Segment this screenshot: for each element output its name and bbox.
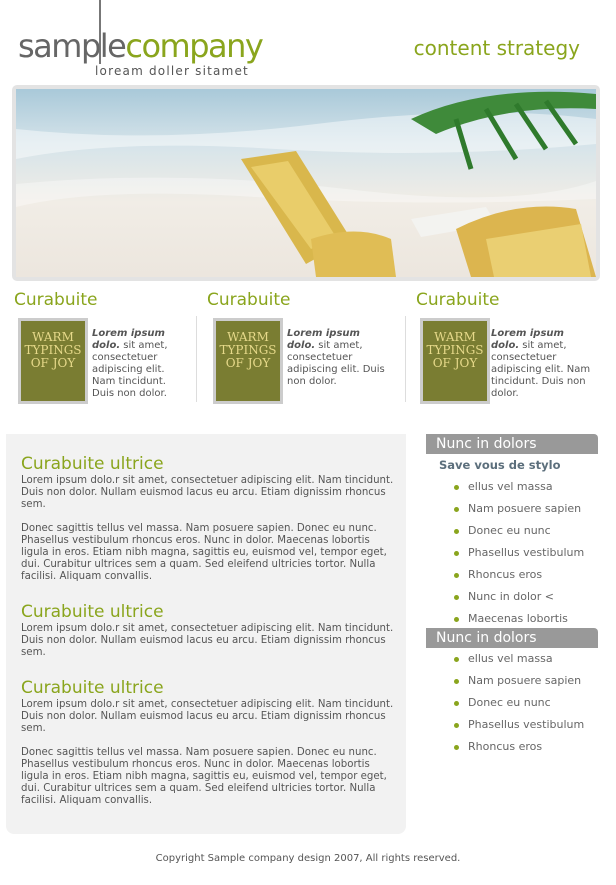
feature-column-2 — [207, 290, 392, 420]
footer-copyright: Copyright Sample company design 2007, All rights reserved. — [155, 853, 461, 864]
feature-column-3 — [416, 290, 601, 420]
section-title: Curabuite ultrice — [21, 454, 164, 474]
column-divider — [196, 316, 197, 402]
hero-banner — [12, 85, 600, 281]
bullet-icon — [454, 617, 459, 622]
bullet-icon — [454, 551, 459, 556]
sidebar-list — [426, 476, 598, 630]
sidebar-subtitle: Save vous de stylo — [439, 458, 561, 472]
bullet-icon — [454, 485, 459, 490]
sidebar-link[interactable]: Nunc in dolor < — [454, 586, 598, 608]
bullet-icon — [454, 657, 459, 662]
bullet-icon — [454, 595, 459, 600]
book-cover-image[interactable]: WARM TYPINGS OF JOY — [18, 318, 88, 404]
feature-text: Lorem ipsum dolo. sit amet, consectetuer adipiscing elit. Nam tincidunt. Duis non dolor. — [491, 328, 591, 399]
feature-text: Lorem ipsum dolo. sit amet, consectetuer adipiscing elit. Duis non dolor. — [287, 328, 385, 387]
section-paragraph: Lorem ipsum dolo.r sit amet, consectetuer adipiscing elit. Nam tincidunt. Duis non dolor. Nullam euismod lacus eu arcu. Etiam dignissim rhoncus sem. — [21, 475, 394, 510]
bullet-icon — [454, 507, 459, 512]
book-cover-image[interactable]: WARM TYPINGS OF JOY — [420, 318, 490, 404]
book-cover-image[interactable]: WARM TYPINGS OF JOY — [213, 318, 283, 404]
sidebar-link[interactable]: ellus vel massa — [454, 648, 598, 670]
sidebar-link[interactable]: Donec eu nunc — [454, 520, 598, 542]
feature-title: Curabuite — [207, 290, 291, 310]
section-title: Curabuite ultrice — [21, 602, 164, 622]
section-paragraph: Lorem ipsum dolo.r sit amet, consectetuer adipiscing elit. Nam tincidunt. Duis non dolor. Nullam euismod lacus eu arcu. Etiam dignissim rhoncus sem. — [21, 623, 394, 658]
section-title: Curabuite ultrice — [21, 678, 164, 698]
sidebar-link[interactable]: Donec eu nunc — [454, 692, 598, 714]
sidebar-link[interactable]: Nam posuere sapien — [454, 670, 598, 692]
sidebar-box-2 — [426, 628, 598, 758]
sidebar-link[interactable]: Phasellus vestibulum — [454, 714, 598, 736]
bullet-icon — [454, 723, 459, 728]
section-paragraph: Lorem ipsum dolo.r sit amet, consectetuer adipiscing elit. Nam tincidunt. Duis non dolor. Nullam euismod lacus eu arcu. Etiam dignissim rhoncus sem. — [21, 699, 394, 734]
sidebar-link[interactable]: Rhoncus eros — [454, 564, 598, 586]
feature-title: Curabuite — [416, 290, 500, 310]
logo[interactable]: samplecompany — [18, 27, 263, 65]
bullet-icon — [454, 701, 459, 706]
bullet-icon — [454, 679, 459, 684]
sidebar-header: Nunc in dolors — [426, 628, 598, 648]
logo-subtitle: loream doller sitamet — [95, 64, 249, 78]
sidebar-link[interactable]: Nam posuere sapien — [454, 498, 598, 520]
bullet-icon — [454, 745, 459, 750]
sidebar-link[interactable]: ellus vel massa — [454, 476, 598, 498]
sidebar-link[interactable]: Maecenas lobortis — [454, 608, 598, 630]
sidebar-list — [426, 648, 598, 758]
bullet-icon — [454, 573, 459, 578]
column-divider — [405, 316, 406, 402]
section-paragraph: Donec sagittis tellus vel massa. Nam posuere sapien. Donec eu nunc. Phasellus vestibulum rhoncus eros. Nunc in dolor. Maecenas lobortis ligula in eros. Etiam nibh magna, sagittis eu, euismod vel, tempor eget, dui. Curabitur ultrices sem a quam. Sed eleifend ultricies tortor. Nulla facilisi. Aliquam convallis. — [21, 747, 387, 806]
main-content — [6, 434, 406, 834]
sidebar-header: Nunc in dolors — [426, 434, 598, 454]
feature-column-1 — [14, 290, 199, 420]
beach-chairs-image — [16, 89, 596, 277]
sidebar-link[interactable]: Phasellus vestibulum — [454, 542, 598, 564]
section-paragraph: Donec sagittis tellus vel massa. Nam posuere sapien. Donec eu nunc. Phasellus vestibulum rhoncus eros. Nunc in dolor. Maecenas lobortis ligula in eros. Etiam nibh magna, sagittis eu, euismod vel, tempor eget, dui. Curabitur ultrices sem a quam. Sed eleifend ultricies tortor. Nulla facilisi. Aliquam convallis. — [21, 523, 387, 582]
tagline: content strategy — [413, 36, 580, 60]
sidebar-box-1 — [426, 434, 598, 630]
feature-title: Curabuite — [14, 290, 98, 310]
sidebar-link[interactable]: Rhoncus eros — [454, 736, 598, 758]
bullet-icon — [454, 529, 459, 534]
feature-text: Lorem ipsum dolo. sit amet, consectetuer adipiscing elit. Nam tincidunt. Duis non dolor. — [92, 328, 168, 399]
